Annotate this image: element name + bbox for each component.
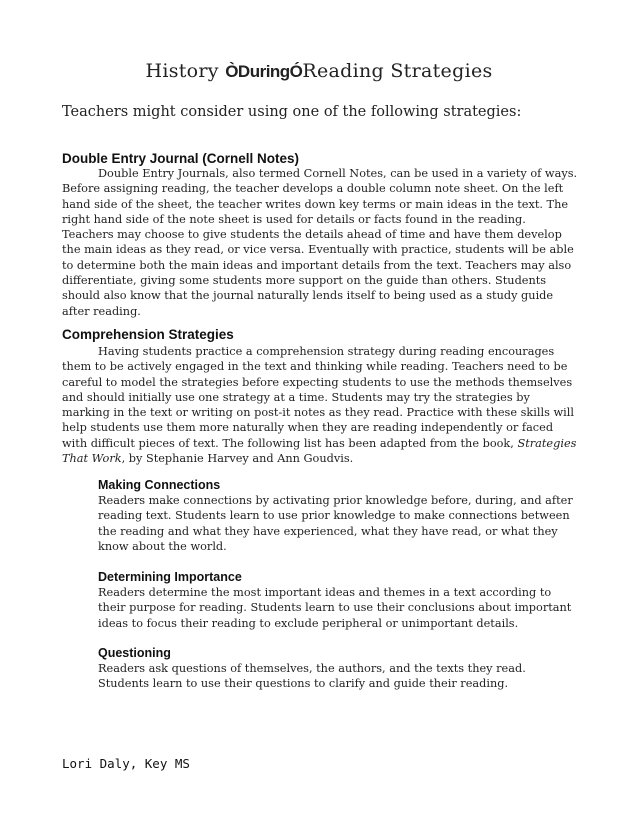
subsection-body-questioning: Readers ask questions of themselves, the authors, and the texts they read. Students learn to use their questions to clarify and guide their reading. (98, 662, 526, 691)
book-title: Strategies That Work (62, 436, 577, 466)
subsection-body-determining-importance: Readers determine the most important ideas and themes in a text according to their purpose for reading. Students learn to use their conclusions about important ideas to focus their reading to exclude peripheral or unimportant details. (98, 586, 572, 630)
section-body-comprehension (62, 344, 578, 466)
section-body-double-entry: Double Entry Journals, also termed Cornell Notes, can be used in a variety of ways. Before assigning reading, the teacher develops a double column note sheet. On the left hand side of the sheet, the teacher writes down key terms or main ideas in the text. The right hand side of the note sheet is used for details or facts found in the reading. Teachers may choose to give students the details ahead of time and have them develop the main ideas as they read, or vice versa. Eventually with practice, students will be able to determine both the main ideas and important details from the text. Teachers may also differentiate, giving some students more support on the guide than others. Students should also know that the journal naturally lends itself to being used as a study guide after reading. (62, 167, 578, 318)
comprehension-text-end: , by Stephanie Harvey and Ann Goudvis. (121, 452, 354, 466)
title-during: ÒDuringÓ (225, 62, 303, 81)
intro-text: Teachers might consider using one of the following strategies: (62, 104, 522, 120)
subsection-heading-questioning: Questioning (98, 646, 171, 660)
title-suffix: Reading Strategies (302, 60, 493, 82)
title-prefix: History (145, 60, 226, 82)
subsection-heading-determining-importance: Determining Importance (98, 570, 242, 584)
subsection-body-making-connections: Readers make connections by activating prior knowledge before, during, and after reading text. Students learn to use prior knowledge to make connections between the reading and what they have experienced, what they have read, or what they know about the world. (98, 494, 573, 553)
footer-author: Lori Daly, Key MS (62, 756, 190, 771)
section-heading-comprehension: Comprehension Strategies (62, 327, 234, 342)
comprehension-text-start: Having students practice a comprehension strategy during reading encourages them to be actively engaged in the text and thinking while reading. Teachers need to be careful to model the strategies before expecting students to use the methods themselves and should initially use one strategy at a time. Students may try the strategies by marking in the text or writing on post-it notes as they read. Practice with these skills will help students use them more naturally when they are reading independently or faced with difficult pieces of text. The following list has been adapted from the book, (62, 345, 575, 450)
section-heading-double-entry: Double Entry Journal (Cornell Notes) (62, 151, 300, 166)
subsection-heading-making-connections: Making Connections (98, 478, 221, 492)
page-title (0, 60, 638, 82)
